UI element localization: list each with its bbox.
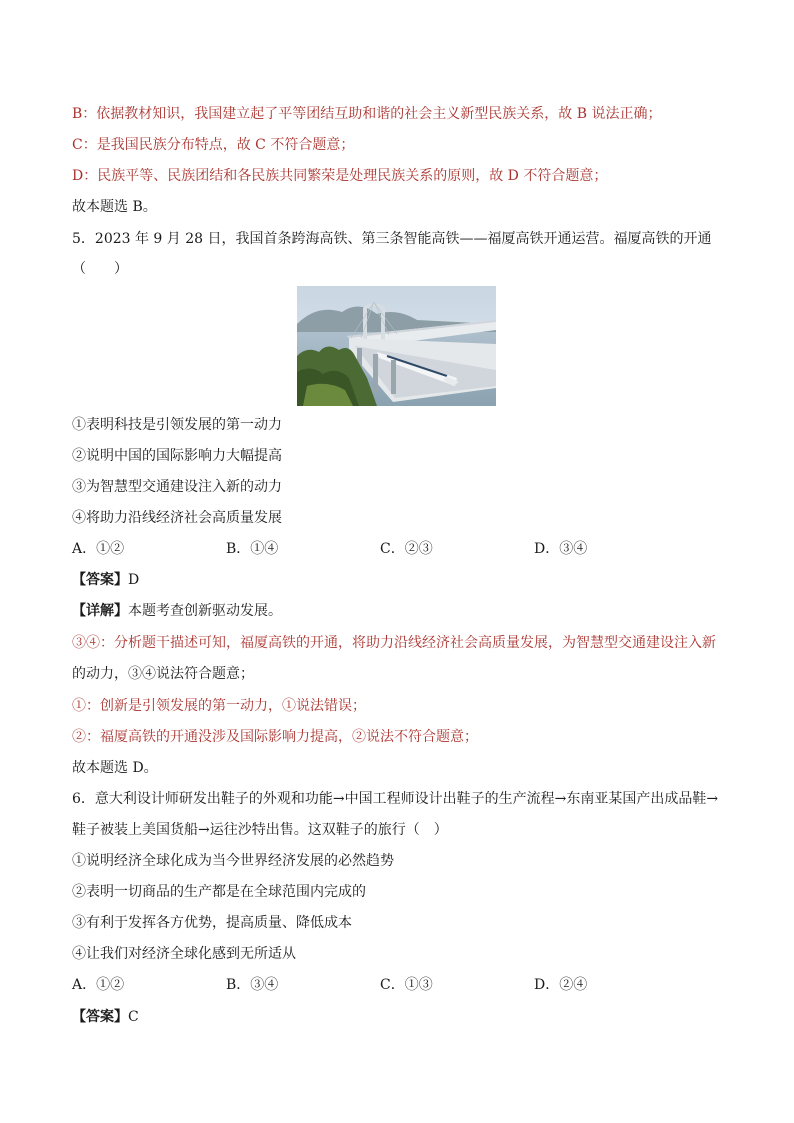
q5-stem-line2: （ ） xyxy=(72,261,128,277)
q6-answer-value: C xyxy=(128,1009,139,1025)
q5-option-d[interactable]: D．③④ xyxy=(534,541,588,557)
q5-conclusion: 故本题选 D。 xyxy=(72,760,158,776)
q6-option-a[interactable]: A．①② xyxy=(72,977,125,993)
q5-statement-4: ④将助力沿线经济社会高质量发展 xyxy=(72,510,282,526)
q5-stem-line1: 5．2023 年 9 月 28 日，我国首条跨海高铁、第三条智能高铁——福厦高铁开通运营。福厦高铁的开通 xyxy=(72,231,712,247)
q5-answer-value: D xyxy=(128,572,140,588)
q4-analysis-b: B：依据教材知识，我国建立起了平等团结互助和谐的社会主义新型民族关系，故 B 说法正确； xyxy=(72,106,662,122)
q5-statement-1: ①表明科技是引领发展的第一动力 xyxy=(72,417,282,433)
q5-answer-label: 【答案】 xyxy=(72,572,128,588)
q5-statement-3: ③为智慧型交通建设注入新的动力 xyxy=(72,479,282,495)
q5-detail-text: 本题考查创新驱动发展。 xyxy=(128,603,282,619)
q6-statement-1: ①说明经济全球化成为当今世界经济发展的必然趋势 xyxy=(72,853,394,869)
q4-analysis-d: D：民族平等、民族团结和各民族共同繁荣是处理民族关系的原则，故 D 不符合题意； xyxy=(72,168,608,184)
q6-statement-3: ③有利于发挥各方优势，提高质量、降低成本 xyxy=(72,915,352,931)
q6-stem-line1: 6．意大利设计师研发出鞋子的外观和功能→中国工程师设计出鞋子的生产流程→东南亚某国产出成品鞋→ xyxy=(72,791,719,807)
q6-answer xyxy=(72,1007,139,1027)
q5-option-a[interactable]: A．①② xyxy=(72,541,125,557)
q6-option-d[interactable]: D．②④ xyxy=(534,977,588,993)
q5-detail xyxy=(72,601,282,621)
q6-statement-4: ④让我们对经济全球化感到无所适从 xyxy=(72,946,296,962)
q6-option-b[interactable]: B．③④ xyxy=(226,977,279,993)
q5-detail-label: 【详解】 xyxy=(72,603,128,619)
q6-statement-2: ②表明一切商品的生产都是在全球范围内完成的 xyxy=(72,884,366,900)
q4-conclusion: 故本题选 B。 xyxy=(72,199,157,215)
q6-answer-label: 【答案】 xyxy=(72,1009,128,1025)
q5-answer xyxy=(72,570,139,590)
q5-analysis-1: ①：创新是引领发展的第一动力，①说法错误； xyxy=(72,698,366,714)
q5-statement-2: ②说明中国的国际影响力大幅提高 xyxy=(72,448,282,464)
q5-analysis-34-line2: 的动力，③④说法符合题意； xyxy=(72,666,254,682)
q5-option-c[interactable]: C．②③ xyxy=(380,541,433,557)
q6-stem-line2: 鞋子被装上美国货船→运往沙特出售。这双鞋子的旅行（ ） xyxy=(72,822,448,838)
q5-analysis-2: ②：福厦高铁的开通没涉及国际影响力提高，②说法不符合题意； xyxy=(72,729,478,745)
q6-option-c[interactable]: C．①③ xyxy=(380,977,433,993)
q5-option-b[interactable]: B．①④ xyxy=(226,541,279,557)
high-speed-rail-bridge-photo xyxy=(297,286,496,406)
q4-analysis-c: C：是我国民族分布特点，故 C 不符合题意； xyxy=(72,137,355,153)
q5-analysis-34-line1: ③④：分析题干描述可知，福厦高铁的开通，将助力沿线经济社会高质量发展，为智慧型交通建设注入新 xyxy=(72,635,716,651)
